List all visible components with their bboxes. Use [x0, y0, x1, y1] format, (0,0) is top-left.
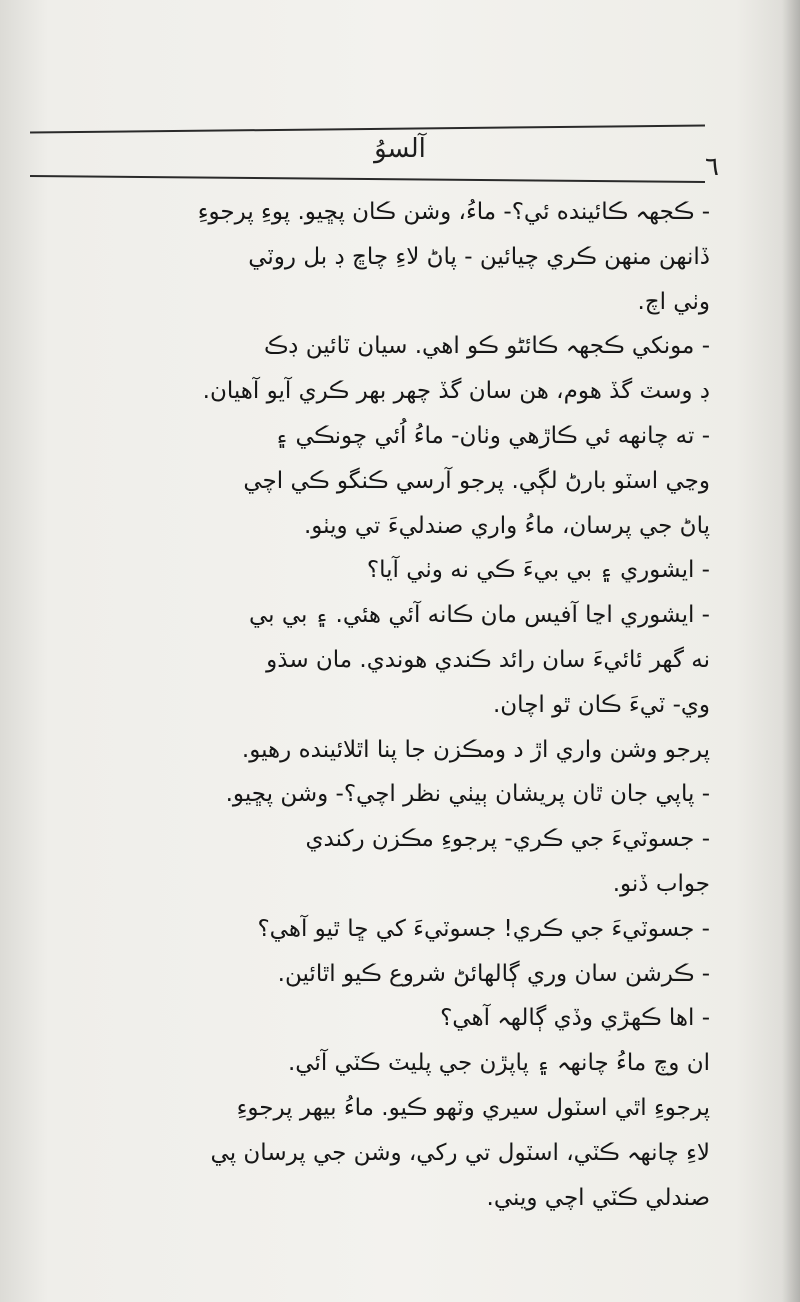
header-rule-bottom — [30, 175, 705, 183]
text-line: - جسوٽيءَ جي ڪري- پرجوءِ مڪزن رکندي — [305, 826, 710, 853]
text-line: پاڻ جي پرسان، ماءُ واري صندليءَ تي ويٺو. — [303, 512, 710, 539]
body-text — [34, 190, 710, 1220]
text-line: - ايشوري اڃا آفيس مان ڪانه آئي هئي. ۽ بي بي — [248, 602, 710, 629]
text-line: صندلي ڪٽي اچي ويني. — [486, 1184, 710, 1211]
text-line: - جسوٽيءَ جي ڪري! جسوٽيءَ کي ڇا ٿيو آهي؟ — [257, 915, 710, 942]
text-line: - پاپي جان ٿان پريشان ٻيٺي نظر اچي؟- وشن پڇيو. — [225, 781, 710, 808]
text-line: - ايشوري ۽ بي بيءَ ڪي نه وٺي آيا؟ — [366, 557, 710, 584]
running-head: آلسوُ — [374, 134, 426, 164]
header-rule-top — [30, 124, 705, 133]
text-line: - ته چانهه ئي ڪاڙهي وٺان- ماءُ اُئي چونڪي ۽ — [274, 422, 710, 449]
text-line: ڊ وسٽ گڏ هوم، هن سان گڏ چهر بهر ڪري آيو آهيان. — [202, 378, 710, 405]
page-edge-shadow — [782, 0, 800, 1302]
page-number: ٦ — [705, 152, 719, 182]
text-line: ڏانهن منهن ڪري چيائين - پاڻ لاءِ چاڇ ڊ بل روٽي — [248, 243, 710, 270]
text-line: پرجو وشن واري اڙ د ومڪزن جا پنا اٿلائينده رهيو. — [241, 736, 710, 763]
text-line: پرجوءِ اٿي اسٽول سيري وٽهو ڪيو. ماءُ بيهر پرجوءِ — [236, 1094, 710, 1121]
text-line: - ڪجهہ ڪائينده ئي؟- ماءُ، وشن ڪان پڇيو. پوءِ پرجوءِ — [197, 199, 710, 225]
text-line: جواب ڏنو. — [612, 870, 710, 897]
text-line: - مونکي ڪجهہ ڪائڻو ڪو اهي. سيان ٽائين ڊڪ — [263, 333, 710, 360]
text-line: وي- ٽيءَ ڪان ٿو اچان. — [492, 691, 710, 718]
text-line: وڃي اسٽو بارڻ لڳي. پرجو آرسي ڪنگو ڪي اچي — [243, 467, 710, 494]
text-line: لاءِ چانهہ ڪٽي، اسٽول تي رکي، وشن جي پرسان پي — [210, 1139, 710, 1166]
text-line: - ڪرشن سان وري ڳالهائڻ شروع ڪيو اٿائين. — [277, 960, 710, 987]
text-line: نه گهر ئائيءَ سان رائد ڪندي هوندي. مان سڌو — [266, 646, 710, 673]
text-line: - اها ڪهڙي وڏي ڳالهہ آهي؟ — [440, 1005, 710, 1032]
text-line: وٺي اچ. — [637, 288, 710, 315]
text-line: ان وچ ماءُ چانهہ ۽ پاپڙن جي پليٽ ڪٽي آئي. — [287, 1050, 710, 1077]
